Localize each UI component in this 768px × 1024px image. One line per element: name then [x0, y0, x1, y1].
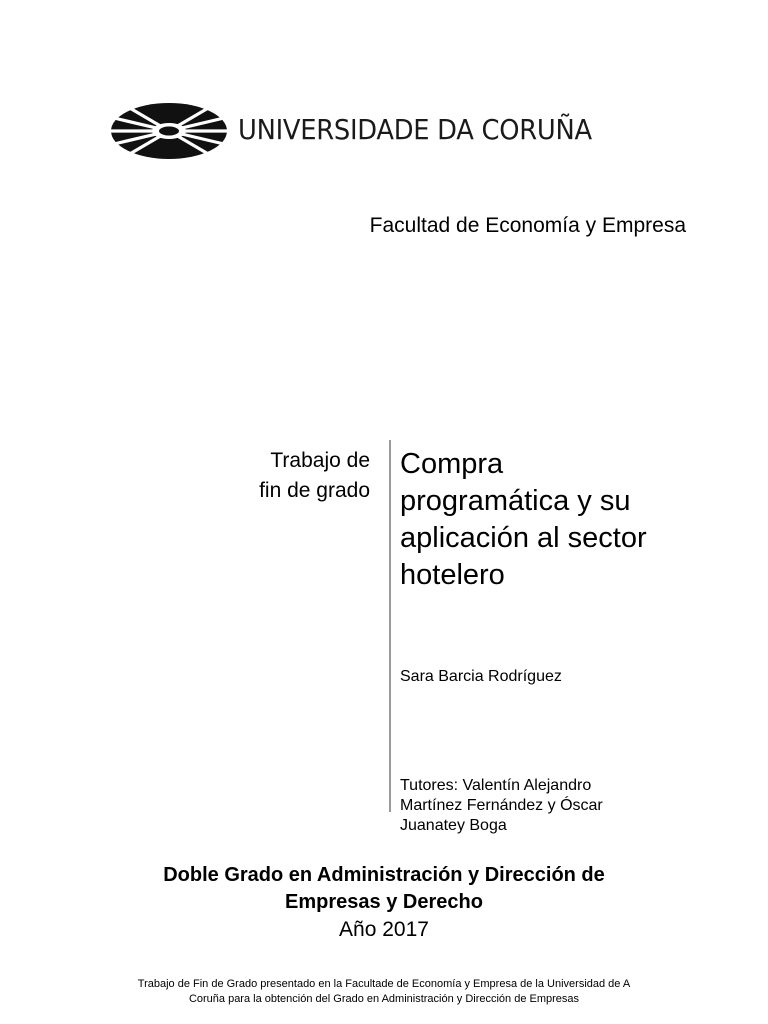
footer-note-line: Coruña para la obtención del Grado en Administración y Dirección de Empresas — [188, 993, 580, 1005]
thesis-title-line: hotelero — [400, 559, 505, 591]
work-type-label — [170, 446, 370, 506]
degree-line: Empresas y Derecho — [285, 891, 483, 913]
tutors-line: Juanatey Boga — [400, 817, 507, 834]
vertical-divider — [389, 440, 391, 812]
faculty-name: Facultad de Economía y Empresa — [369, 214, 686, 237]
work-type-line: fin de grado — [259, 479, 370, 502]
degree-name — [0, 862, 768, 916]
tutors — [400, 776, 660, 836]
thesis-title — [400, 446, 700, 594]
tutors-line: Martínez Fernández y Óscar — [400, 797, 603, 814]
work-type-line: Trabajo de — [270, 449, 370, 472]
thesis-title-line: programática y su — [400, 485, 631, 517]
degree-line: Doble Grado en Administración y Dirección de — [163, 864, 605, 886]
university-name: UNIVERSIDADE DA CORUÑA — [238, 113, 592, 146]
thesis-title-line: Compra — [400, 448, 504, 480]
university-emblem-icon — [110, 102, 228, 160]
thesis-title-line: aplicación al sector — [400, 522, 647, 554]
footer-note — [0, 977, 768, 1007]
year: Año 2017 — [339, 918, 429, 941]
author-name: Sara Barcia Rodríguez — [400, 668, 562, 685]
university-logo — [110, 102, 592, 160]
footer-note-line: Trabajo de Fin de Grado presentado en la Facultade de Economía y Empresa de la Universidad de A — [137, 978, 631, 990]
tutors-line: Tutores: Valentín Alejandro — [400, 777, 592, 794]
